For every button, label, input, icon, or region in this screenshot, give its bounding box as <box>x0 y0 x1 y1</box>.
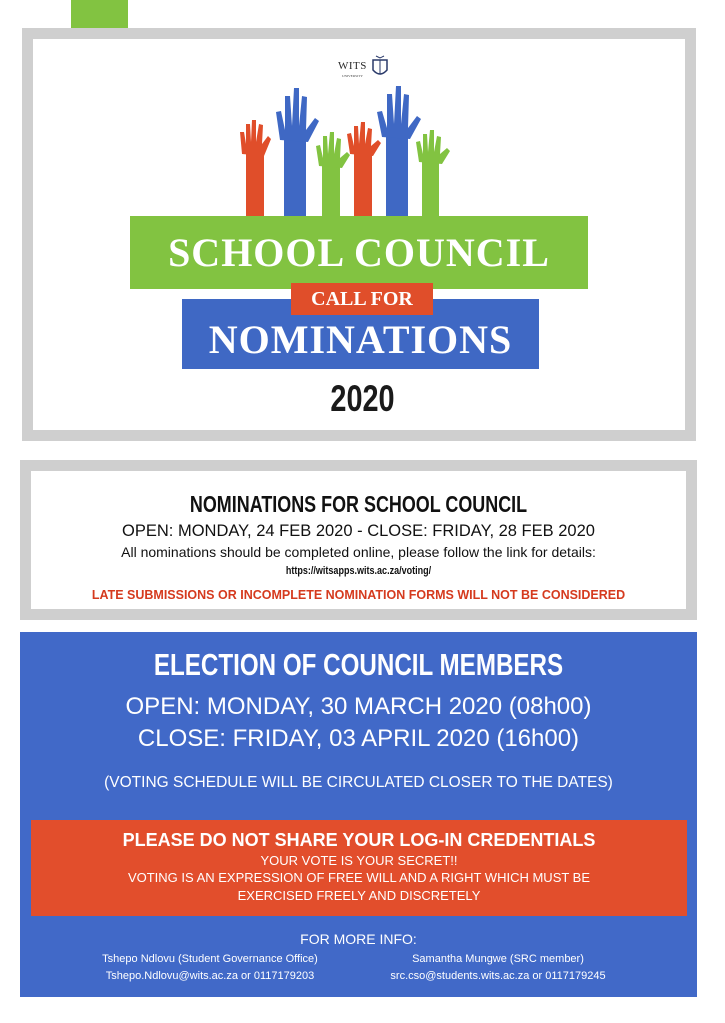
election-title: ELECTION OF COUNCIL MEMBERS <box>153 647 564 682</box>
title-banner <box>130 216 588 289</box>
notice-line-3: VOTING IS AN EXPRESSION OF FREE WILL AND A RIGHT WHICH MUST BE <box>127 870 591 885</box>
contact-left-name: Tshepo Ndlovu (Student Governance Office) <box>102 953 318 965</box>
page-subtitle: CALL FOR <box>311 287 413 310</box>
page-title: SCHOOL COUNCIL <box>168 230 550 275</box>
contact-right-detail[interactable]: src.cso@students.wits.ac.za or 0117179245 <box>390 970 606 982</box>
contact-left <box>60 951 360 985</box>
logo-sub: UNIVERSITY <box>341 74 363 78</box>
nominations-warning: LATE SUBMISSIONS OR INCOMPLETE NOMINATION FORMS WILL NOT BE CONSIDERED <box>91 588 626 602</box>
contact-right <box>348 951 648 985</box>
subtitle-banner <box>291 283 433 315</box>
notice-line-4: EXERCISED FREELY AND DISCRETELY <box>237 888 481 903</box>
credentials-notice <box>31 820 687 916</box>
contact-left-detail[interactable]: Tshepo.Ndlovu@wits.ac.za or 0117179203 <box>105 970 315 982</box>
university-logo <box>338 54 389 80</box>
contacts-heading: FOR MORE INFO: <box>300 931 417 947</box>
nominations-link[interactable]: https://witsapps.wits.ac.za/voting/ <box>285 565 432 577</box>
year-label: 2020 <box>330 378 395 419</box>
crest-icon <box>371 54 389 80</box>
raised-hands-icon <box>230 82 460 217</box>
notice-line-1: PLEASE DO NOT SHARE YOUR LOG-IN CREDENTIALS <box>122 830 596 850</box>
election-schedule-note: (VOTING SCHEDULE WILL BE CIRCULATED CLOSER TO THE DATES) <box>104 774 613 791</box>
contact-right-name: Samantha Mungwe (SRC member) <box>412 953 584 965</box>
nominations-description: All nominations should be completed online, please follow the link for details: <box>121 544 596 560</box>
nominations-panel <box>20 460 697 620</box>
page-heading: NOMINATIONS <box>208 316 513 362</box>
nominations-title: NOMINATIONS FOR SCHOOL COUNCIL <box>189 491 528 517</box>
notice-line-2: YOUR VOTE IS YOUR SECRET!! <box>260 853 458 868</box>
nominations-dates: OPEN: MONDAY, 24 FEB 2020 - CLOSE: FRIDAY, 28 FEB 2020 <box>122 522 595 540</box>
logo-name: WITS <box>338 60 367 72</box>
election-open: OPEN: MONDAY, 30 MARCH 2020 (08h00) <box>125 693 592 720</box>
election-panel <box>20 632 697 997</box>
election-close: CLOSE: FRIDAY, 03 APRIL 2020 (16h00) <box>137 725 580 752</box>
